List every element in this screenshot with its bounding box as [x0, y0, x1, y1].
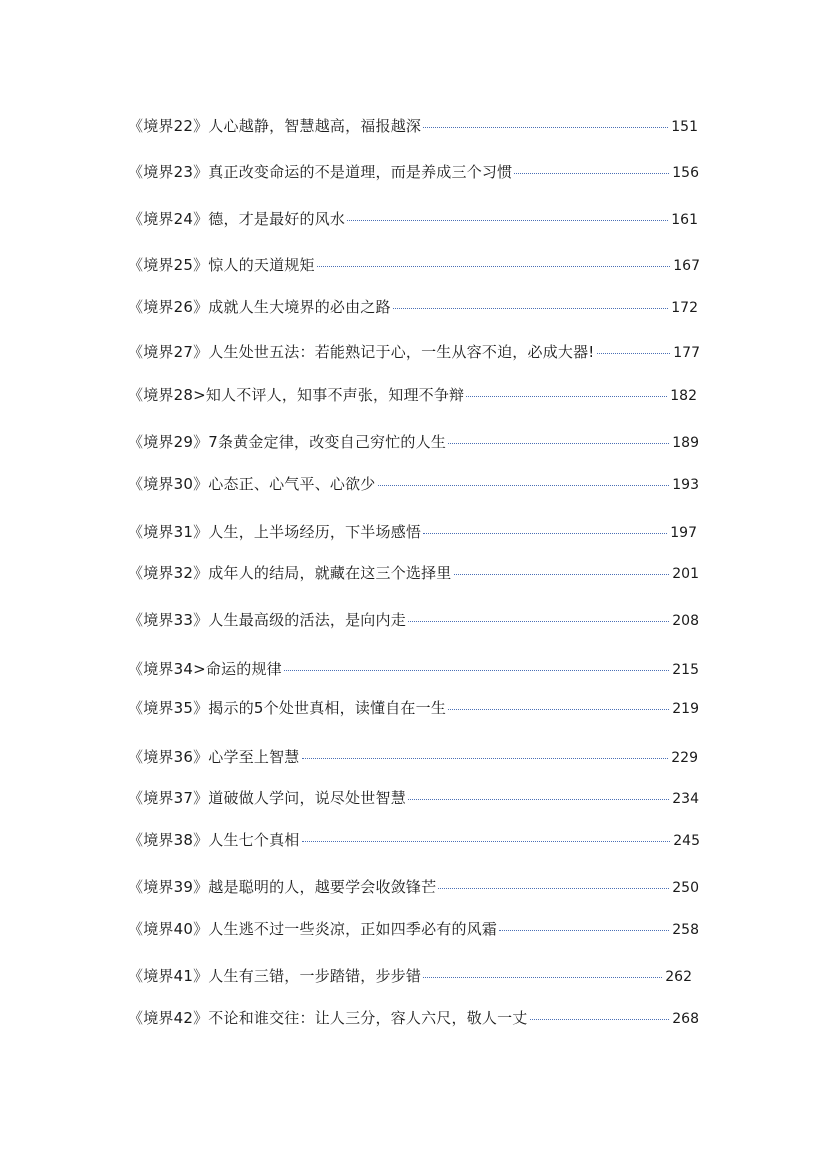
toc-dot-leader — [317, 266, 671, 267]
toc-entry-38[interactable] — [128, 829, 700, 851]
toc-entry-title: 《境界33》人生最高级的活法，是向内走 — [128, 611, 406, 629]
toc-dot-leader — [423, 533, 667, 534]
toc-dot-leader — [448, 709, 669, 710]
toc-page-number: 193 — [672, 477, 699, 493]
toc-page-number: 245 — [673, 833, 700, 849]
toc-entry-26[interactable] — [128, 296, 698, 318]
toc-dot-leader — [466, 396, 667, 397]
toc-entry-title: 《境界25》惊人的天道规矩 — [128, 256, 315, 274]
toc-entry-title: 《境界31》人生，上半场经历，下半场感悟 — [128, 523, 422, 541]
toc-dot-leader — [423, 127, 668, 128]
toc-page-number: 197 — [670, 525, 697, 541]
toc-page-number: 258 — [672, 922, 699, 938]
toc-dot-leader — [423, 977, 662, 978]
toc-dot-leader — [454, 574, 670, 575]
toc-page-number: 177 — [673, 345, 700, 361]
toc-page-number: 151 — [671, 119, 698, 135]
toc-entry-title: 《境界26》成就人生大境界的必由之路 — [128, 298, 391, 316]
toc-page-number: 262 — [665, 969, 692, 985]
toc-dot-leader — [514, 173, 669, 174]
toc-entry-title: 《境界39》越是聪明的人，越要学会收敛锋芒 — [128, 878, 437, 896]
toc-page-number: 229 — [671, 750, 698, 766]
toc-entry-36[interactable] — [128, 746, 698, 768]
toc-page-number: 182 — [670, 388, 697, 404]
toc-entry-22[interactable] — [128, 115, 698, 137]
toc-dot-leader — [530, 1019, 670, 1020]
toc-entry-31[interactable] — [128, 521, 697, 543]
toc-entry-41[interactable] — [128, 965, 692, 987]
toc-entry-title: 《境界38》人生七个真相 — [128, 831, 300, 849]
toc-entry-title: 《境界37》道破做人学问，说尽处世智慧 — [128, 789, 406, 807]
toc-page-number: 219 — [672, 701, 699, 717]
toc-dot-leader — [378, 485, 670, 486]
toc-page-number: 201 — [672, 566, 699, 582]
toc-entry-33[interactable] — [128, 609, 699, 631]
toc-entry-title: 《境界35》揭示的5个处世真相，读懂自在一生 — [128, 699, 447, 717]
toc-dot-leader — [438, 888, 669, 889]
toc-entry-title: 《境界34>命运的规律 — [128, 660, 282, 678]
toc-page-number: 156 — [672, 165, 699, 181]
toc-page-number: 268 — [672, 1011, 699, 1027]
toc-entry-27[interactable] — [128, 341, 700, 363]
toc-entry-40[interactable] — [128, 918, 699, 940]
toc-dot-leader — [499, 930, 669, 931]
toc-entry-title: 《境界30》心态正、心气平、心欲少 — [128, 475, 376, 493]
toc-entry-title: 《境界32》成年人的结局，就藏在这三个选择里 — [128, 564, 452, 582]
toc-entry-title: 《境界36》心学至上智慧 — [128, 748, 300, 766]
toc-entry-29[interactable] — [128, 431, 699, 453]
toc-entry-37[interactable] — [128, 787, 699, 809]
toc-entry-title: 《境界42》不论和谁交往：让人三分，容人六尺，敬人一丈 — [128, 1009, 528, 1027]
toc-entry-42[interactable] — [128, 1007, 699, 1029]
toc-entry-35[interactable] — [128, 697, 699, 719]
toc-entry-title: 《境界27》人生处世五法：若能熟记于心，一生从容不迫，必成大器! — [128, 343, 595, 361]
toc-dot-leader — [393, 308, 669, 309]
toc-page-number: 215 — [672, 662, 699, 678]
toc-page-number: 250 — [672, 880, 699, 896]
toc-page-number: 189 — [672, 435, 699, 451]
toc-page-number: 234 — [672, 791, 699, 807]
toc-dot-leader — [448, 443, 669, 444]
toc-dot-leader — [408, 621, 669, 622]
toc-dot-leader — [302, 841, 671, 842]
toc-entry-32[interactable] — [128, 562, 699, 584]
toc-entry-28[interactable] — [128, 384, 697, 406]
toc-entry-title: 《境界23》真正改变命运的不是道理，而是养成三个习惯 — [128, 163, 513, 181]
toc-dot-leader — [302, 758, 669, 759]
toc-dot-leader — [408, 799, 669, 800]
toc-entry-39[interactable] — [128, 876, 699, 898]
toc-entry-title: 《境界22》人心越静，智慧越高，福报越深 — [128, 117, 422, 135]
toc-entry-30[interactable] — [128, 473, 699, 495]
toc-page-number: 167 — [673, 258, 700, 274]
toc-entry-title: 《境界40》人生逃不过一些炎凉，正如四季必有的风霜 — [128, 920, 498, 938]
toc-entry-title: 《境界28>知人不评人，知事不声张，知理不争辩 — [128, 386, 465, 404]
toc-dot-leader — [347, 220, 668, 221]
toc-entry-title: 《境界29》7条黄金定律，改变自己穷忙的人生 — [128, 433, 447, 451]
toc-page-number: 161 — [671, 212, 698, 228]
toc-dot-leader — [597, 353, 671, 354]
toc-entry-24[interactable] — [128, 208, 698, 230]
toc-page-number: 208 — [672, 613, 699, 629]
toc-entry-title: 《境界41》人生有三错，一步踏错，步步错 — [128, 967, 422, 985]
toc-entry-34[interactable] — [128, 658, 699, 680]
toc-dot-leader — [284, 670, 669, 671]
toc-entry-23[interactable] — [128, 161, 699, 183]
toc-entry-title: 《境界24》德，才是最好的风水 — [128, 210, 346, 228]
toc-entry-25[interactable] — [128, 254, 700, 276]
toc-page-number: 172 — [671, 300, 698, 316]
